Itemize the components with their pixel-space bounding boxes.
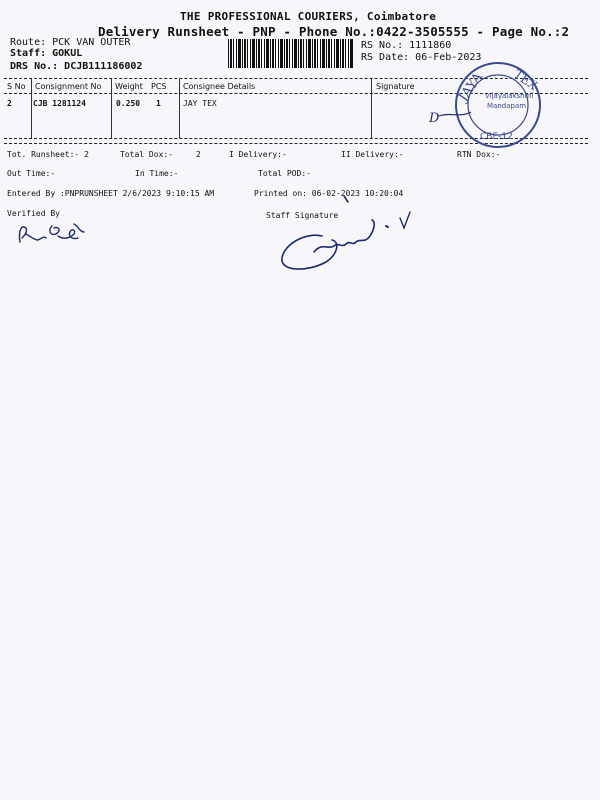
column-divider: [31, 79, 32, 138]
rs-number: RS No.: 1111860: [361, 40, 452, 51]
total-dox-label: Total Dox:-: [120, 150, 173, 159]
company-title: THE PROFESSIONAL COURIERS, Coimbatore: [180, 10, 437, 23]
svg-text:Vijayalakshmi: Vijayalakshmi: [485, 92, 534, 100]
cell-pcs: 1: [156, 99, 161, 108]
company-stamp: [425, 62, 545, 152]
cell-consignment-no: CJB 1281124: [33, 99, 86, 108]
column-header-sno: S No: [7, 82, 26, 91]
ii-delivery: II Delivery:-: [341, 150, 404, 159]
column-header-consignee: Consignee Details: [183, 82, 256, 91]
svg-text:Mandapam: Mandapam: [487, 102, 527, 110]
out-time: Out Time:-: [7, 169, 56, 178]
rs-date: RS Date: 06-Feb-2023: [361, 52, 482, 63]
cell-sno: 2: [7, 99, 12, 108]
entered-by: Entered By :PNPRUNSHEET 2/6/2023 9:10:15 AM: [7, 189, 215, 198]
column-header-pcs: PCS: [151, 82, 167, 91]
in-time: In Time:-: [135, 169, 179, 178]
column-header-signature: Signature: [376, 82, 415, 91]
cell-consignee: JAY TEX: [183, 99, 217, 108]
cell-weight: 0.250: [116, 99, 141, 108]
column-divider: [179, 79, 180, 138]
svg-text:CBE-12: CBE-12: [480, 132, 513, 142]
column-header-consignment: Consignment No: [35, 82, 102, 91]
route-label: Route: PCK VAN OUTER: [10, 37, 131, 48]
svg-text:D: D: [429, 111, 440, 126]
total-pod: Total POD:-: [258, 169, 311, 178]
staff-signature: [278, 196, 418, 276]
column-divider: [111, 79, 112, 138]
staff-label: Staff: GOKUL: [10, 48, 83, 59]
i-delivery: I Delivery:-: [229, 150, 287, 159]
column-divider: [371, 79, 372, 138]
rtn-dox: RTN Dox:-: [457, 150, 501, 159]
svg-text:JAYA: JAYA: [455, 70, 487, 105]
runsheet-title: Delivery Runsheet - PNP - Phone No.:0422-3505555 - Page No.:2: [98, 24, 570, 39]
barcode-image: [228, 39, 354, 68]
staff-signature-label: Staff Signature: [266, 211, 339, 220]
verified-by-label: Verified By: [7, 209, 60, 218]
tot-runsheet: Tot. Runsheet:- 2: [7, 150, 89, 159]
svg-text:TEX: TEX: [511, 66, 541, 93]
column-header-weight: Weight: [115, 82, 143, 91]
verified-signature: [14, 218, 89, 248]
printed-on: Printed on: 06-02-2023 10:20:04: [254, 189, 404, 198]
drs-number: DRS No.: DCJB111186002: [10, 61, 143, 72]
total-dox-value: 2: [196, 150, 201, 159]
